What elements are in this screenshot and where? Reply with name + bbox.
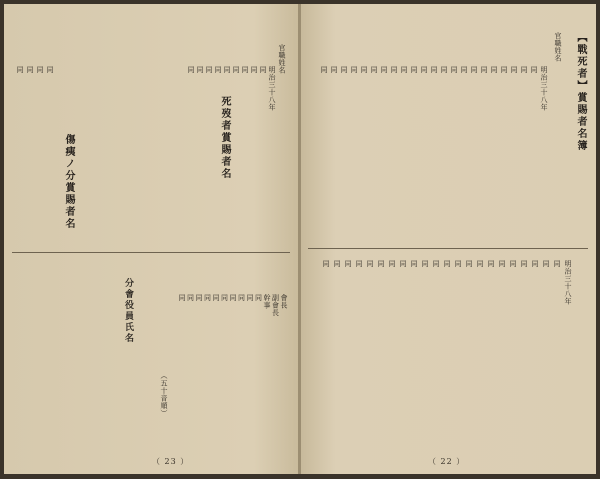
officer-entry: 幹事: [263, 294, 271, 309]
roster-entry-date: 同: [214, 66, 222, 74]
roster-entry-date: 同: [377, 260, 385, 268]
roster-entry-date: 同: [520, 260, 528, 268]
roster-entry-date: 同: [530, 66, 538, 74]
roster-entry-date: 同: [350, 66, 358, 74]
roster-entry-date: 同: [465, 260, 473, 268]
roster-entry-date: 同: [250, 66, 258, 74]
officer-entry: 同: [246, 294, 254, 302]
roster-entry-date: 同: [333, 260, 341, 268]
roster-entry-date: 明治三十八年: [564, 260, 572, 305]
roster-entry-date: 同: [498, 260, 506, 268]
roster-entry-date: 明治三十八年: [540, 66, 548, 111]
left-page-wounded-heading: 傷痍ノ分賞賜者名: [63, 134, 74, 230]
roster-entry-date: 同: [500, 66, 508, 74]
officer-entry: 同: [237, 294, 246, 302]
officer-entry: 同: [195, 294, 203, 302]
right-page-heading: 【戰死者】賞賜者名簿: [575, 32, 586, 152]
roster-entry-date: 同: [450, 66, 458, 74]
left-page-number: （ 23 ）: [152, 457, 190, 466]
right-page-divider: [308, 248, 588, 249]
roster-entry-date: 同: [490, 66, 498, 74]
roster-entry-date: 同: [205, 66, 213, 74]
roster-entry-date: 同: [542, 260, 550, 268]
roster-entry-date: 同: [400, 66, 408, 74]
officer-entry: 會長: [280, 294, 288, 309]
roster-entry-date: 同: [399, 260, 407, 268]
roster-entry-date: 同: [460, 66, 468, 74]
officer-entry: 同: [229, 294, 237, 302]
roster-entry-date: 同: [340, 66, 348, 74]
roster-entry-date: 同: [232, 66, 240, 74]
right-page-col-header: 官職姓名: [554, 32, 562, 62]
roster-entry-date: 同: [360, 66, 368, 74]
officer-entry: 副會長: [271, 294, 280, 317]
roster-entry-date: 同: [259, 66, 267, 74]
right-page-number: （ 22 ）: [428, 457, 466, 466]
roster-entry-date: 同: [390, 66, 398, 74]
roster-entry-date: 同: [366, 260, 374, 268]
left-page: [4, 4, 298, 474]
roster-entry-date: 同: [480, 66, 488, 74]
roster-entry-date: 同: [476, 260, 484, 268]
roster-entry-date: 同: [410, 66, 418, 74]
roster-entry-date: 同: [440, 66, 448, 74]
roster-entry-date: 同: [196, 66, 204, 74]
officer-entry: 同: [186, 294, 195, 302]
officer-entry: 同: [254, 294, 263, 302]
roster-entry-date: 同: [26, 66, 34, 74]
roster-entry-date: 同: [470, 66, 478, 74]
roster-entry-date: 同: [443, 260, 451, 268]
roster-entry-date: 同: [370, 66, 378, 74]
roster-entry-date: 同: [36, 66, 44, 74]
roster-entry-date: 同: [388, 260, 396, 268]
left-page-col-header: 官職姓名: [278, 44, 286, 74]
left-page-dead-heading: 死歿者賞賜者名: [219, 96, 230, 180]
roster-entry-date: 同: [241, 66, 249, 74]
left-page-divider: [12, 252, 290, 253]
roster-entry-date: 同: [223, 66, 231, 74]
roster-entry-date: 同: [520, 66, 528, 74]
officer-entry: 同: [220, 294, 229, 302]
left-page-branch-heading: 分會役員氏名: [123, 278, 133, 344]
roster-entry-date: 同: [320, 66, 328, 74]
roster-entry-date: 同: [355, 260, 363, 268]
roster-entry-date: 同: [16, 66, 24, 74]
roster-entry-date: 同: [410, 260, 418, 268]
roster-entry-date: 同: [510, 66, 518, 74]
roster-entry-date: 同: [487, 260, 495, 268]
officer-entry: 同: [212, 294, 220, 302]
roster-entry-date: 同: [330, 66, 338, 74]
roster-entry-date: 同: [420, 66, 428, 74]
roster-entry-date: 同: [531, 260, 539, 268]
officer-entry: 同: [178, 294, 186, 302]
roster-entry-date: 同: [430, 66, 438, 74]
roster-entry-date: 明治三十八年: [268, 66, 276, 111]
right-page: [300, 4, 596, 474]
roster-entry-date: 同: [421, 260, 429, 268]
roster-entry-date: 同: [380, 66, 388, 74]
roster-entry-date: 同: [432, 260, 440, 268]
roster-entry-date: 同: [553, 260, 561, 268]
left-page-order-note: （五十音順）: [160, 372, 168, 417]
roster-entry-date: 同: [187, 66, 195, 74]
roster-entry-date: 同: [509, 260, 517, 268]
roster-entry-date: 同: [454, 260, 462, 268]
roster-entry-date: 同: [46, 66, 54, 74]
officer-entry: 同: [203, 294, 212, 302]
roster-entry-date: 同: [344, 260, 352, 268]
roster-entry-date: 同: [322, 260, 330, 268]
